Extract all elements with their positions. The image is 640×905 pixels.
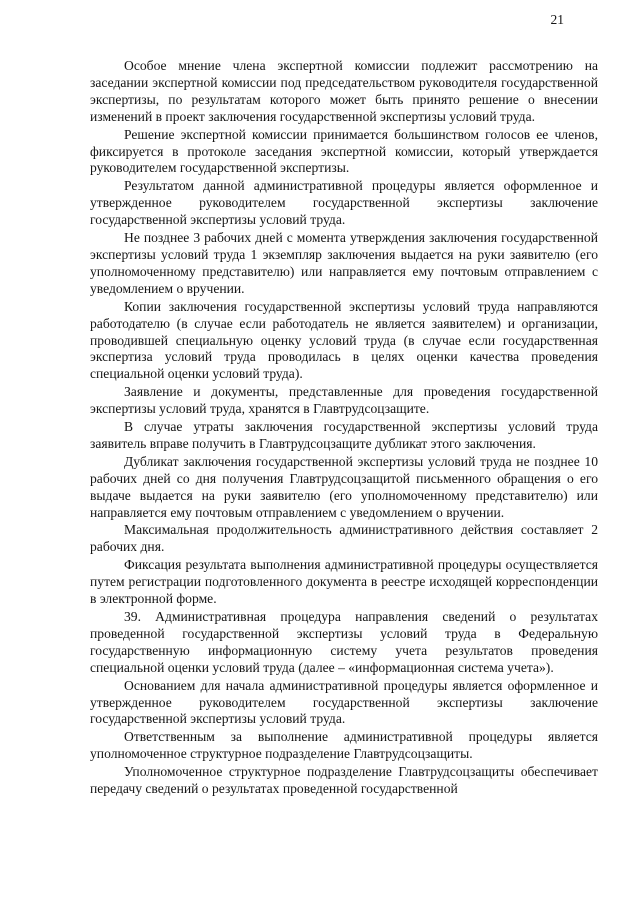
page-number: 21 [550,12,564,27]
paragraph-documents-storage: Заявление и документы, представленные для проведения государственной экспертизы условий труда, хранятся в Главтрудсоцзащите. [90,384,598,417]
paragraph-procedure-result: Результатом данной административной процедуры является оформленное и утвержденное руководителем государственной экспертизы заключение государственной экспертизы условий труда. [90,178,598,228]
paragraph-copies-sent: Копии заключения государственной экспертизы условий труда направляются работодателю (в случае если работодатель не является заявителем) и организации, проводившей специальную оценку условий труда (в случае если государственная экспертиза условий труда проводилась в целях оценки качества проведения специальной оценки условий труда). [90,298,598,382]
paragraph-loss-duplicate: В случае утраты заключения государственной экспертизы условий труда заявитель вправе получить в Главтрудсоцзащите дубликат этого заключения. [90,419,598,451]
paragraph-issue-deadline: Не позднее 3 рабочих дней с момента утверждения заключения государственной экспертизы условий труда 1 экземпляр заключения выдается на руки заявителю (его уполномоченному представителю) или направляется ему почтовым отправлением с уведомлением о вручении. [90,230,598,296]
paragraph-commission-decision: Решение экспертной комиссии принимается большинством голосов ее членов, фиксируется в протоколе заседания экспертной комиссии, который утверждается руководителем государственной экспертизы. [90,126,598,176]
paragraph-duplicate-issue: Дубликат заключения государственной экспертизы условий труда не позднее 10 рабочих дней со дня получения Главтрудсоцзащитой письменного обращения о его выдаче выдается на руки заявителю (его уполномоченному представителю) или направляется ему почтовым отправлением с уведомлением о вручении. [90,453,598,520]
paragraph-data-transfer: Уполномоченное структурное подразделение Главтрудсоцзащиты обеспечивает передачу сведений о результатах проведенной государственной [90,764,598,797]
paragraph-dissenting-opinion: Особое мнение члена экспертной комиссии подлежит рассмотрению на заседании экспертной комиссии под председательством руководителя государственной экспертизы, по результатам которого может быть принято решение о внесении изменений в проект заключения государственной экспертизы условий труда. [90,58,598,124]
paragraph-section-39: 39. Административная процедура направления сведений о результатах проведенной государственной экспертизы условий труда в Федеральную государственную информационную систему учета результатов проведения специальной оценки условий труда (далее – «информационная система учета»). [90,609,598,675]
paragraph-result-fixation: Фиксация результата выполнения административной процедуры осуществляется путем регистрации подготовленного документа в реестре исходящей корреспонденции в электронной форме. [90,557,598,607]
paragraph-procedure-basis: Основанием для начала административной процедуры является оформленное и утвержденное руководителем государственной экспертизы заключение государственной экспертизы условий труда. [90,677,598,727]
paragraph-responsible-unit: Ответственным за выполнение административной процедуры является уполномоченное структурное подразделение Главтрудсоцзащиты. [90,729,598,762]
document-body [90,58,598,799]
paragraph-max-duration: Максимальная продолжительность административного действия составляет 2 рабочих дня. [90,522,598,555]
